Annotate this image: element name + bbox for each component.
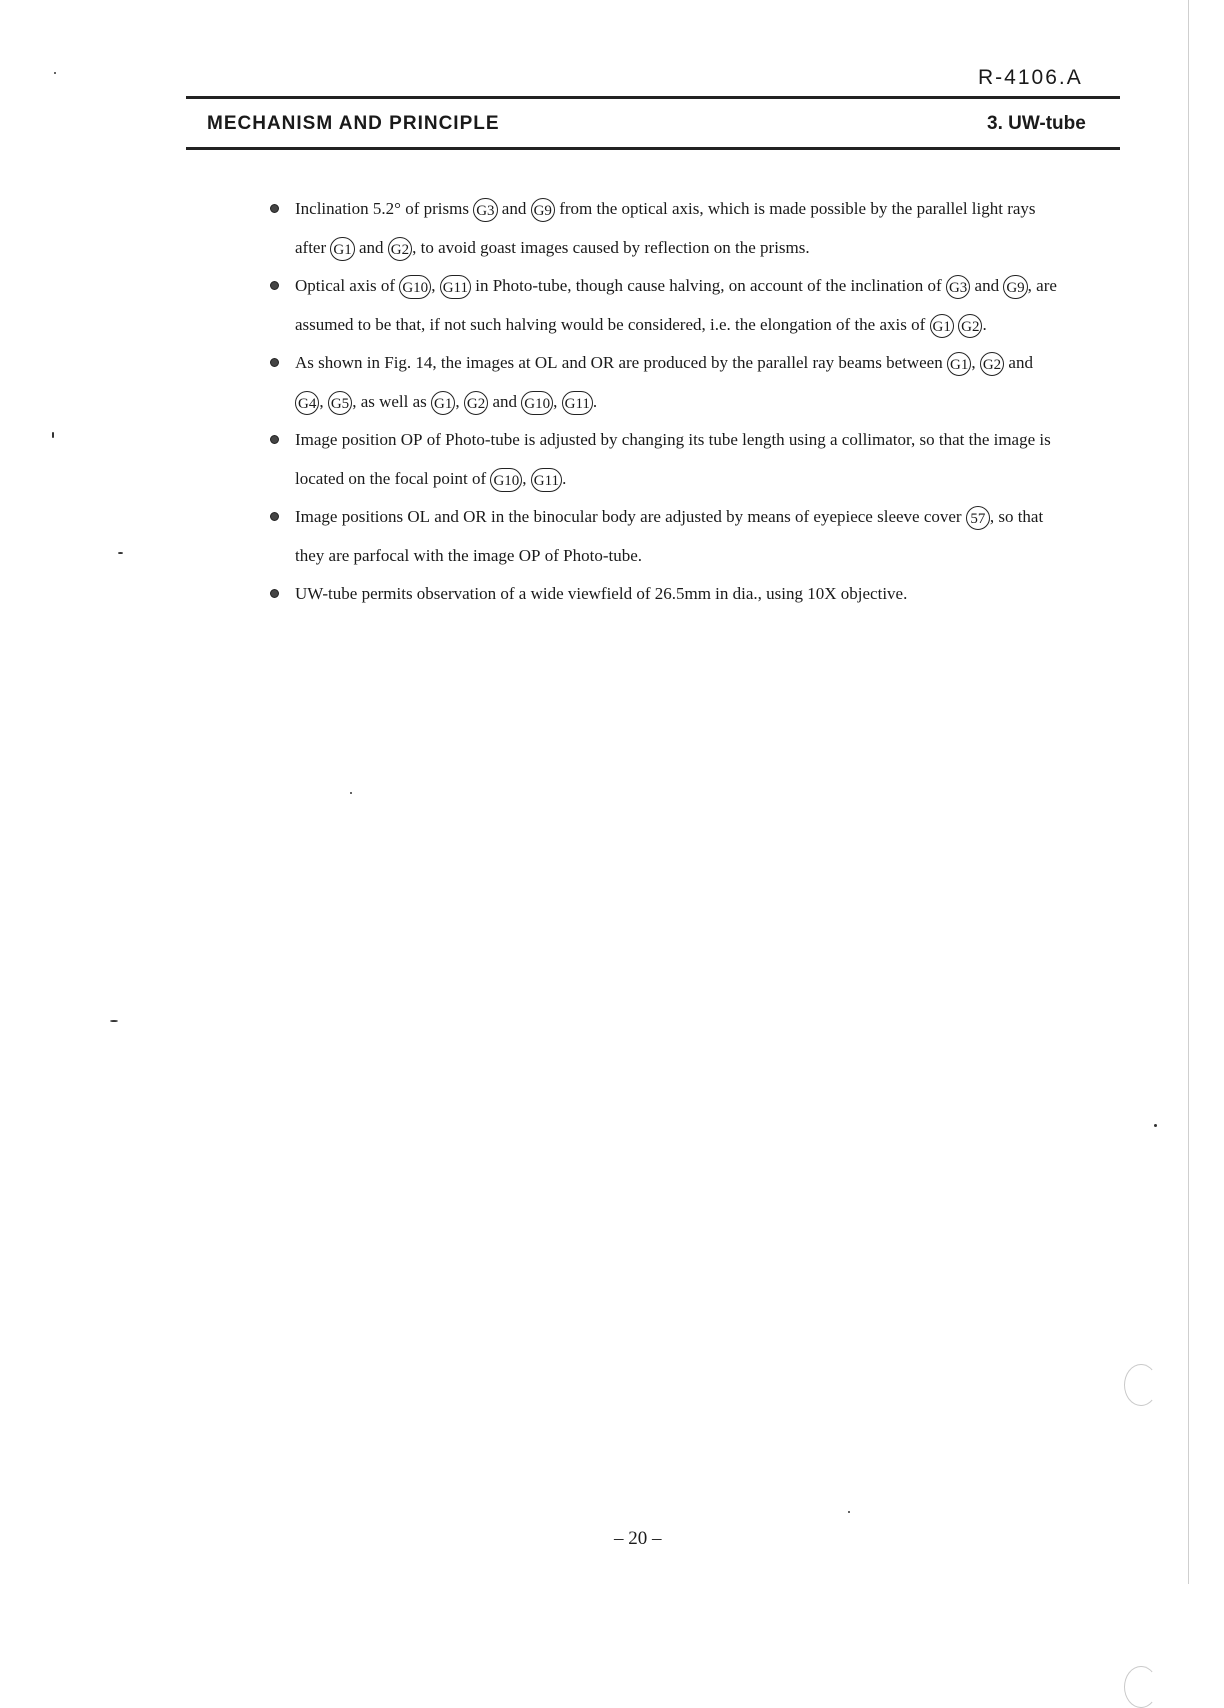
bullet-marker <box>270 512 279 521</box>
scan-speck <box>54 72 56 74</box>
bullet-item-viewfield <box>270 575 1060 614</box>
scan-speck <box>848 1511 850 1513</box>
component-callout: G10 <box>399 275 431 299</box>
text: , so that they are parfocal with the image O <box>295 507 1044 565</box>
document-code: R-4106.A <box>978 66 1083 89</box>
header-rule-top <box>186 96 1120 99</box>
component-callout: G2 <box>464 391 488 415</box>
component-callout: G2 <box>980 352 1004 376</box>
text: and <box>501 199 527 218</box>
text: and <box>492 391 518 411</box>
text: and O <box>434 507 476 526</box>
text: , as well as <box>352 391 427 411</box>
text: and O <box>561 353 603 372</box>
component-callout: G3 <box>946 275 970 299</box>
page-number: – 20 – <box>614 1528 662 1549</box>
bullet-list <box>270 190 1060 614</box>
punch-hole-mark <box>1124 1364 1158 1406</box>
component-callout: G1 <box>930 314 954 338</box>
component-callout: G1 <box>947 352 971 376</box>
bullet-item-image-formation <box>270 344 1060 421</box>
subscript-letter: L <box>419 507 431 526</box>
component-callout: G2 <box>388 237 412 261</box>
component-callout: G10 <box>490 468 522 492</box>
scan-speck <box>1154 1124 1157 1127</box>
subscript-letter: P <box>531 545 541 565</box>
page-edge-line <box>1188 0 1189 1584</box>
component-callout: G9 <box>1003 275 1027 299</box>
component-callout: G1 <box>431 391 455 415</box>
bullet-marker <box>270 358 279 367</box>
text: from the optical axis, which is made possible by the parallel light rays after <box>295 199 1036 257</box>
text: Image position O <box>295 430 414 449</box>
component-callout: G11 <box>440 275 471 299</box>
bullet-item-photo-tube-adjustment <box>270 421 1060 498</box>
text: are produced by the parallel ray beams between <box>618 353 943 372</box>
text: , are assumed to be that, if not such halving would be considered, i.e. the elongation of the axis of <box>295 276 1057 334</box>
text: and <box>974 276 1000 295</box>
text: , <box>522 468 527 488</box>
scan-speck <box>110 1020 118 1022</box>
text: Image positions O <box>295 507 420 526</box>
header-rule-bottom <box>186 147 1120 150</box>
text: , <box>455 391 460 411</box>
bullet-item-optical-axis <box>270 267 1060 344</box>
text: , <box>553 391 558 411</box>
component-callout: G10 <box>521 391 553 415</box>
component-callout: G9 <box>531 198 555 222</box>
text: and <box>358 237 384 257</box>
punch-hole-mark <box>1124 1666 1158 1708</box>
text: in Photo-tube, though cause halving, on account of the inclination of <box>475 276 942 295</box>
component-callout: G3 <box>473 198 497 222</box>
bullet-item-binocular-adjustment <box>270 498 1060 575</box>
bullet-marker <box>270 435 279 444</box>
text: and <box>1008 353 1033 372</box>
text: Inclination 5.2° of prisms <box>295 199 469 218</box>
bullet-item-prism-inclination <box>270 190 1060 267</box>
text: Optical axis of <box>295 276 396 295</box>
section-title: MECHANISM AND PRINCIPLE <box>207 113 500 134</box>
section-reference: 3. UW-tube <box>987 113 1086 134</box>
component-callout: 57 <box>966 506 990 530</box>
text: of Photo-tube is adjusted by changing its tube length using a collimator, so that the image is located on the focal point of <box>295 430 1051 488</box>
subscript-letter: P <box>413 430 423 449</box>
bullet-marker <box>270 204 279 213</box>
component-callout: G1 <box>330 237 354 261</box>
text: , to avoid goast images caused by reflection on the prisms. <box>412 237 810 257</box>
text: , <box>319 391 324 411</box>
scan-speck <box>350 792 352 794</box>
component-callout: G2 <box>958 314 982 338</box>
bullet-marker <box>270 281 279 290</box>
component-callout: G4 <box>295 391 319 415</box>
text: . <box>562 468 567 488</box>
text: . <box>592 391 598 411</box>
subscript-letter: R <box>602 353 615 372</box>
subscript-letter: L <box>547 353 558 372</box>
text: in the binocular body are adjusted by means of eyepiece sleeve cover <box>490 507 962 526</box>
text: UW-tube permits observation of a wide viewfield of 26.5mm in dia., using 10X objective. <box>295 584 908 603</box>
component-callout: G5 <box>328 391 352 415</box>
component-callout: G11 <box>562 391 593 415</box>
text: , <box>971 353 976 372</box>
text: of Photo-tube. <box>544 545 643 565</box>
text: As shown in Fig. 14, the images at O <box>295 353 548 372</box>
text: , <box>431 276 436 295</box>
text: . <box>982 314 987 334</box>
component-callout: G11 <box>531 468 562 492</box>
scan-speck <box>118 552 123 554</box>
scan-speck <box>52 432 54 438</box>
bullet-marker <box>270 589 279 598</box>
subscript-letter: R <box>475 507 487 526</box>
